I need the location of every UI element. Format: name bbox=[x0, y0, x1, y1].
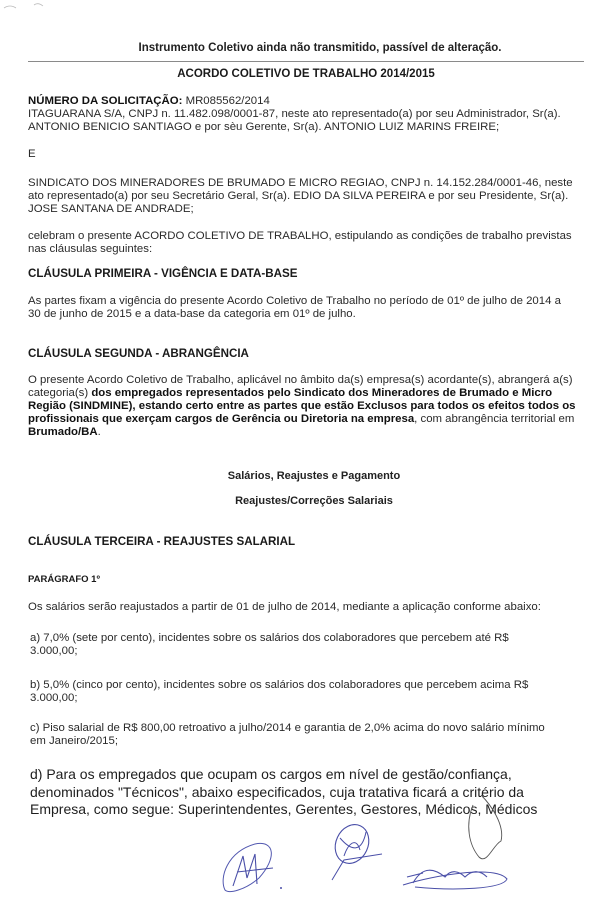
signature-2 bbox=[322, 822, 386, 886]
clause1-line: 30 de junho de 2015 e a data-base da categoria em 01º de julho. bbox=[28, 308, 356, 320]
clause1-line: As partes fixam a vigência do presente Acordo Coletivo de Trabalho no período de 01º de julho de 2014 a bbox=[28, 295, 561, 307]
section-subgroup-title: Reajustes/Correções Salariais bbox=[235, 495, 393, 507]
clause2-line bbox=[28, 413, 588, 426]
request-number bbox=[28, 95, 588, 108]
party1-line: ANTONIO BENICIO SANTIAGO e por sèu Gerente, Sr(a). ANTONIO LUIZ MARINS FREIRE; bbox=[28, 121, 500, 133]
item-line: a) 7,0% (sete por cento), incidentes sobre os salários dos colaboradores que percebem até R$ bbox=[30, 632, 509, 644]
request-number-value: MR085562/2014 bbox=[185, 95, 270, 107]
party2-block bbox=[28, 177, 588, 216]
item-line: d) Para os empregados que ocupam os cargos em nível de gestão/confiança, bbox=[30, 766, 512, 782]
clause1-heading: CLÁUSULA PRIMEIRA - VIGÊNCIA E DATA-BASE bbox=[28, 267, 298, 280]
clause2-line bbox=[28, 387, 588, 400]
clause2-text: categoria(s) bbox=[28, 387, 92, 399]
clause2-bold-text: Brumado/BA bbox=[28, 426, 98, 438]
request-number-label: NÚMERO DA SOLICITAÇÃO: bbox=[28, 95, 183, 107]
clause3-heading: CLÁUSULA TERCEIRA - REAJUSTES SALARIAL bbox=[28, 535, 296, 548]
clause2-body bbox=[28, 374, 588, 439]
party1-block bbox=[28, 108, 588, 134]
clause3-item-b bbox=[30, 679, 586, 705]
item-line: Empresa, como segue: Superintendentes, Gerentes, Gestores, Médicos, Médicos bbox=[30, 801, 538, 817]
transmission-notice: Instrumento Coletivo ainda não transmitido, passível de alteração. bbox=[138, 42, 502, 54]
party2-line: JOSE SANTANA DE ANDRADE; bbox=[28, 203, 194, 215]
clause3-intro: Os salários serão reajustados a partir de 01 de julho de 2014, mediante a aplicação conforme abaixo: bbox=[28, 601, 541, 613]
clause2-line bbox=[28, 426, 588, 439]
signature-3 bbox=[395, 785, 515, 897]
clause2-text: . bbox=[97, 426, 101, 438]
section-group-title: Salários, Reajustes e Pagamento bbox=[227, 470, 401, 482]
clause2-bold-text: profissionais que exerçam cargos de Gerência ou Diretoria na empresa bbox=[28, 413, 415, 425]
item-line: denominados "Técnicos", abaixo especificados, cuja tratativa ficará a critério da bbox=[30, 783, 524, 800]
document-title: ACORDO COLETIVO DE TRABALHO 2014/2015 bbox=[177, 68, 435, 80]
preamble-line: celebram o presente ACORDO COLETIVO DE TRABALHO, estipulando as condições de trabalho previstas bbox=[28, 230, 572, 242]
clause3-item-c bbox=[30, 722, 586, 748]
clause2-text: , com abrangência territorial em bbox=[414, 413, 575, 425]
clause2-line: O presente Acordo Coletivo de Trabalho, aplicável no âmbito da(s) empresa(s) acordante(s), abrangerá a(s) bbox=[28, 374, 573, 386]
clause3-item-a bbox=[30, 632, 586, 658]
item-line: em Janeiro/2015; bbox=[30, 735, 119, 747]
item-line: c) Piso salarial de R$ 800,00 retroativo a julho/2014 e garantia de 2,0% acima do novo salário mínimo bbox=[30, 722, 545, 734]
paragraph-label: PARÁGRAFO 1º bbox=[28, 574, 100, 585]
conjunction: E bbox=[28, 148, 36, 160]
item-line: 3.000,00; bbox=[30, 692, 78, 704]
item-line: 3.000,00; bbox=[30, 645, 78, 657]
scan-artifact bbox=[0, 0, 60, 14]
clause2-bold-text: dos empregados representados pelo Sindicato dos Mineradores de Brumado e Micro bbox=[91, 387, 553, 399]
clause1-body bbox=[28, 295, 588, 321]
clause2-line: Região (SINDMINE), estando certo entre as partes que estão Exclusos para todos os efeitos todos os bbox=[28, 400, 576, 412]
party2-line: SINDICATO DOS MINERADORES DE BRUMADO E MICRO REGIAO, CNPJ n. 14.152.284/0001-46, neste bbox=[28, 177, 573, 189]
preamble bbox=[28, 230, 588, 256]
party1-line: ITAGUARANA S/A, CNPJ n. 11.482.098/0001-87, neste ato representado(a) por seu Administrador, Sr(a). bbox=[28, 108, 561, 120]
preamble-line: nas cláusulas seguintes: bbox=[28, 243, 153, 255]
header-divider bbox=[28, 61, 584, 62]
clause2-heading: CLÁUSULA SEGUNDA - ABRANGÊNCIA bbox=[28, 347, 249, 360]
party2-line: ato representado(a) por seu Secretário Geral, Sr(a). EDIO DA SILVA PEREIRA e por seu Presidente, Sr(a). bbox=[28, 190, 569, 202]
signature-1 bbox=[215, 838, 285, 898]
item-line: b) 5,0% (cinco por cento), incidentes sobre os salários dos colaboradores que percebem acima R$ bbox=[30, 679, 529, 691]
